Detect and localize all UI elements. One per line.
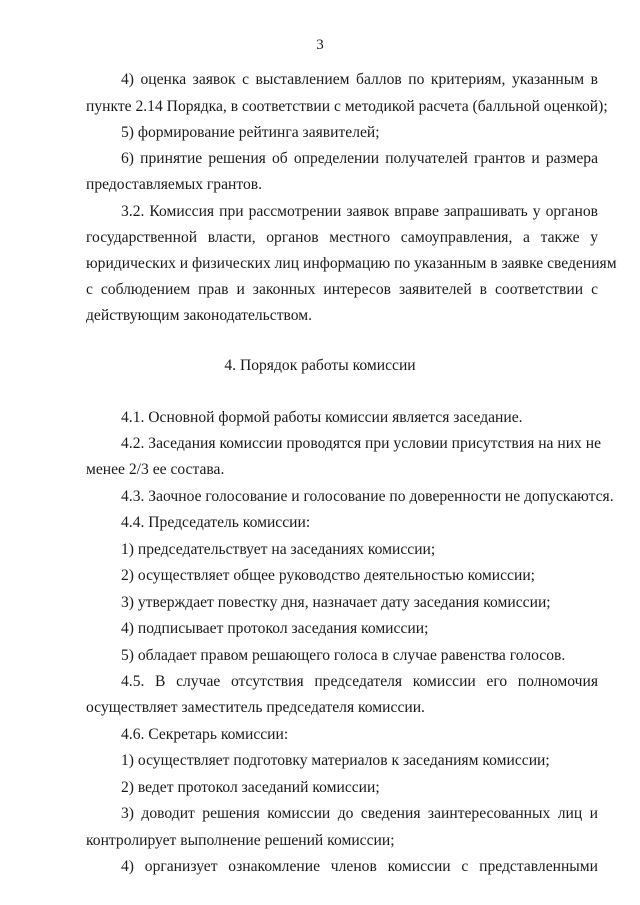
paragraph-line: государственной власти, органов местного самоуправления, а также у (86, 229, 598, 246)
paragraph-line: контролирует выполнение решений комиссии; (86, 832, 395, 849)
paragraph-line: 3) доводит решения комиссии до сведения заинтересованных лиц и (121, 805, 598, 822)
paragraph-line: 5) обладает правом решающего голоса в случае равенства голосов. (121, 647, 566, 664)
paragraph-line: 4) подписывает протокол заседания комиссии; (121, 620, 429, 637)
paragraph-line: 4.3. Заочное голосование и голосование по доверенности не допускаются. (121, 488, 614, 505)
paragraph-line: 3) утверждает повестку дня, назначает дату заседания комиссии; (121, 594, 551, 611)
paragraph-line: 3.2. Комиссия при рассмотрении заявок вправе запрашивать у органов (121, 203, 598, 220)
paragraph-line: 6) принятие решения об определении получателей грантов и размера (121, 150, 598, 167)
paragraph-line: 4) организует ознакомление членов комиссии с представленными (121, 858, 598, 875)
paragraph-line: менее 2/3 ее состава. (86, 461, 225, 478)
paragraph-line: действующим законодательством. (86, 307, 313, 324)
paragraph-line: 2) ведет протокол заседаний комиссии; (121, 779, 380, 796)
paragraph-line: предоставляемых грантов. (86, 176, 263, 193)
paragraph-line: с соблюдением прав и законных интересов заявителей в соответствии с (86, 281, 598, 298)
paragraph-line: 4.4. Председатель комиссии: (121, 514, 311, 531)
paragraph-line: 4.6. Секретарь комиссии: (121, 726, 289, 743)
paragraph-line: 4.1. Основной формой работы комиссии является заседание. (121, 409, 523, 426)
paragraph-line: пункте 2.14 Порядка, в соответствии с методикой расчета (балльной оценкой); (86, 98, 608, 115)
paragraph-line: осуществляет заместитель председателя комиссии. (86, 699, 425, 716)
paragraph-line: 5) формирование рейтинга заявителей; (121, 124, 380, 141)
page-number: 3 (316, 37, 324, 53)
paragraph-line: юридических и физических лиц информацию по указанным в заявке сведениям (86, 255, 617, 272)
paragraph-line: 1) председательствует на заседаниях комиссии; (121, 541, 436, 558)
paragraph-line: 4) оценка заявок с выставлением баллов по критериям, указанным в (121, 71, 598, 88)
paragraph-line: 4.5. В случае отсутствия председателя комиссии его полномочия (121, 673, 598, 690)
paragraph-line: 4.2. Заседания комиссии проводятся при условии присутствия на них не (121, 435, 602, 452)
section-heading: 4. Порядок работы комиссии (224, 357, 416, 374)
paragraph-line: 2) осуществляет общее руководство деятельностью комиссии; (121, 567, 536, 584)
paragraph-line: 1) осуществляет подготовку материалов к заседаниям комиссии; (121, 752, 550, 769)
